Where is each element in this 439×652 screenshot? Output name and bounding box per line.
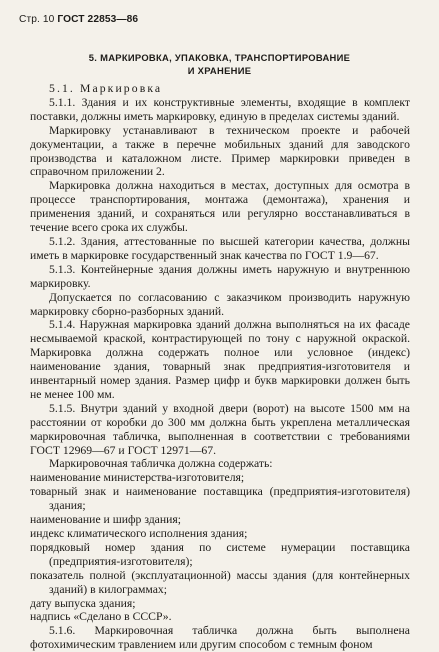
list-item: дату выпуска здания; (30, 596, 136, 610)
paragraph-external-marking: Допускается по согласованию с заказчиком производить наружную маркировку сборно-разборных зданий. (30, 290, 410, 318)
section-heading-line-2: И ХРАНЕНИЕ (187, 65, 252, 76)
paragraph-5-1-2: 5.1.2. Здания, аттестованные по высшей категории качества, должны иметь в маркировке государственный знак качества по ГОСТ 1.9—67. (30, 234, 410, 262)
paragraph-marking-spec: Маркировку устанавливают в техническом проекте и рабочей документации, а также в перечне мобильных зданий для заводского производства и каталожном листе. Пример маркировки приведен в справочном приложении 2. (30, 123, 410, 179)
paragraph-marking-location: Маркировка должна находиться в местах, доступных для осмотра в процессе транспортирования, монтажа (демонтажа), хранения и применения зданий, и сохраняться или регулярно восстанавливаться в течение всего срока их службы. (30, 179, 410, 235)
paragraph-5-1-4: 5.1.4. Наружная маркировка зданий должна выполняться на их фасаде несмываемой краской, контрастирующей по тону с наружной окраской. Маркировка должна содержать полное или условное (индекс) наименование здания, товарный знак предприятия-изготовителя и инвентарный номер здания. Размер цифр и букв маркировки должен быть не менее 100 мм. (30, 318, 410, 401)
paragraph-plate-contents: Маркировочная табличка должна содержать: (49, 457, 273, 471)
paragraph-5-1-6: 5.1.6. Маркировочная табличка должна быть выполнена фотохимическим травлением или другим способом с темным фоном (30, 624, 410, 652)
standard-designation: ГОСТ 22853—86 (57, 14, 139, 25)
list-item: товарный знак и наименование поставщика (предприятия-изготовителя) здания; (30, 485, 410, 513)
list-item: порядковый номер здания по системе нумерации поставщика (предприятия-изготовителя); (30, 540, 410, 568)
paragraph-5-1-5: 5.1.5. Внутри зданий у входной двери (ворот) на высоте 1500 мм на расстоянии от коробки до 300 мм должна быть укреплена металлическая маркировочная табличка, выполненная в соответствии с требованиями ГОСТ 12969—67 и ГОСТ 12971—67. (30, 401, 410, 457)
page-header (19, 14, 138, 25)
list-item: индекс климатического исполнения здания; (30, 527, 248, 540)
subsection-heading: 5.1. Маркировка (49, 82, 163, 95)
list-item: наименование и шифр здания; (30, 513, 181, 527)
list-item: показатель полной (эксплуатационной) массы здания (для контейнерных зданий) в килограммах; (30, 568, 410, 596)
section-heading (0, 51, 439, 77)
page-number-label: Стр. 10 (19, 14, 55, 25)
section-heading-line-1: 5. МАРКИРОВКА, УПАКОВКА, ТРАНСПОРТИРОВАНИЕ (88, 52, 351, 63)
body-text (30, 82, 410, 652)
paragraph-5-1-3: 5.1.3. Контейнерные здания должны иметь наружную и внутреннюю маркировку. (30, 262, 410, 290)
list-item: наименование министерства-изготовителя; (30, 471, 245, 485)
list-item: надпись «Сделано в СССР». (30, 610, 172, 624)
paragraph-5-1-1: 5.1.1. Здания и их конструктивные элементы, входящие в комплект поставки, должны иметь маркировку, единую в пределах системы зданий. (30, 95, 410, 123)
